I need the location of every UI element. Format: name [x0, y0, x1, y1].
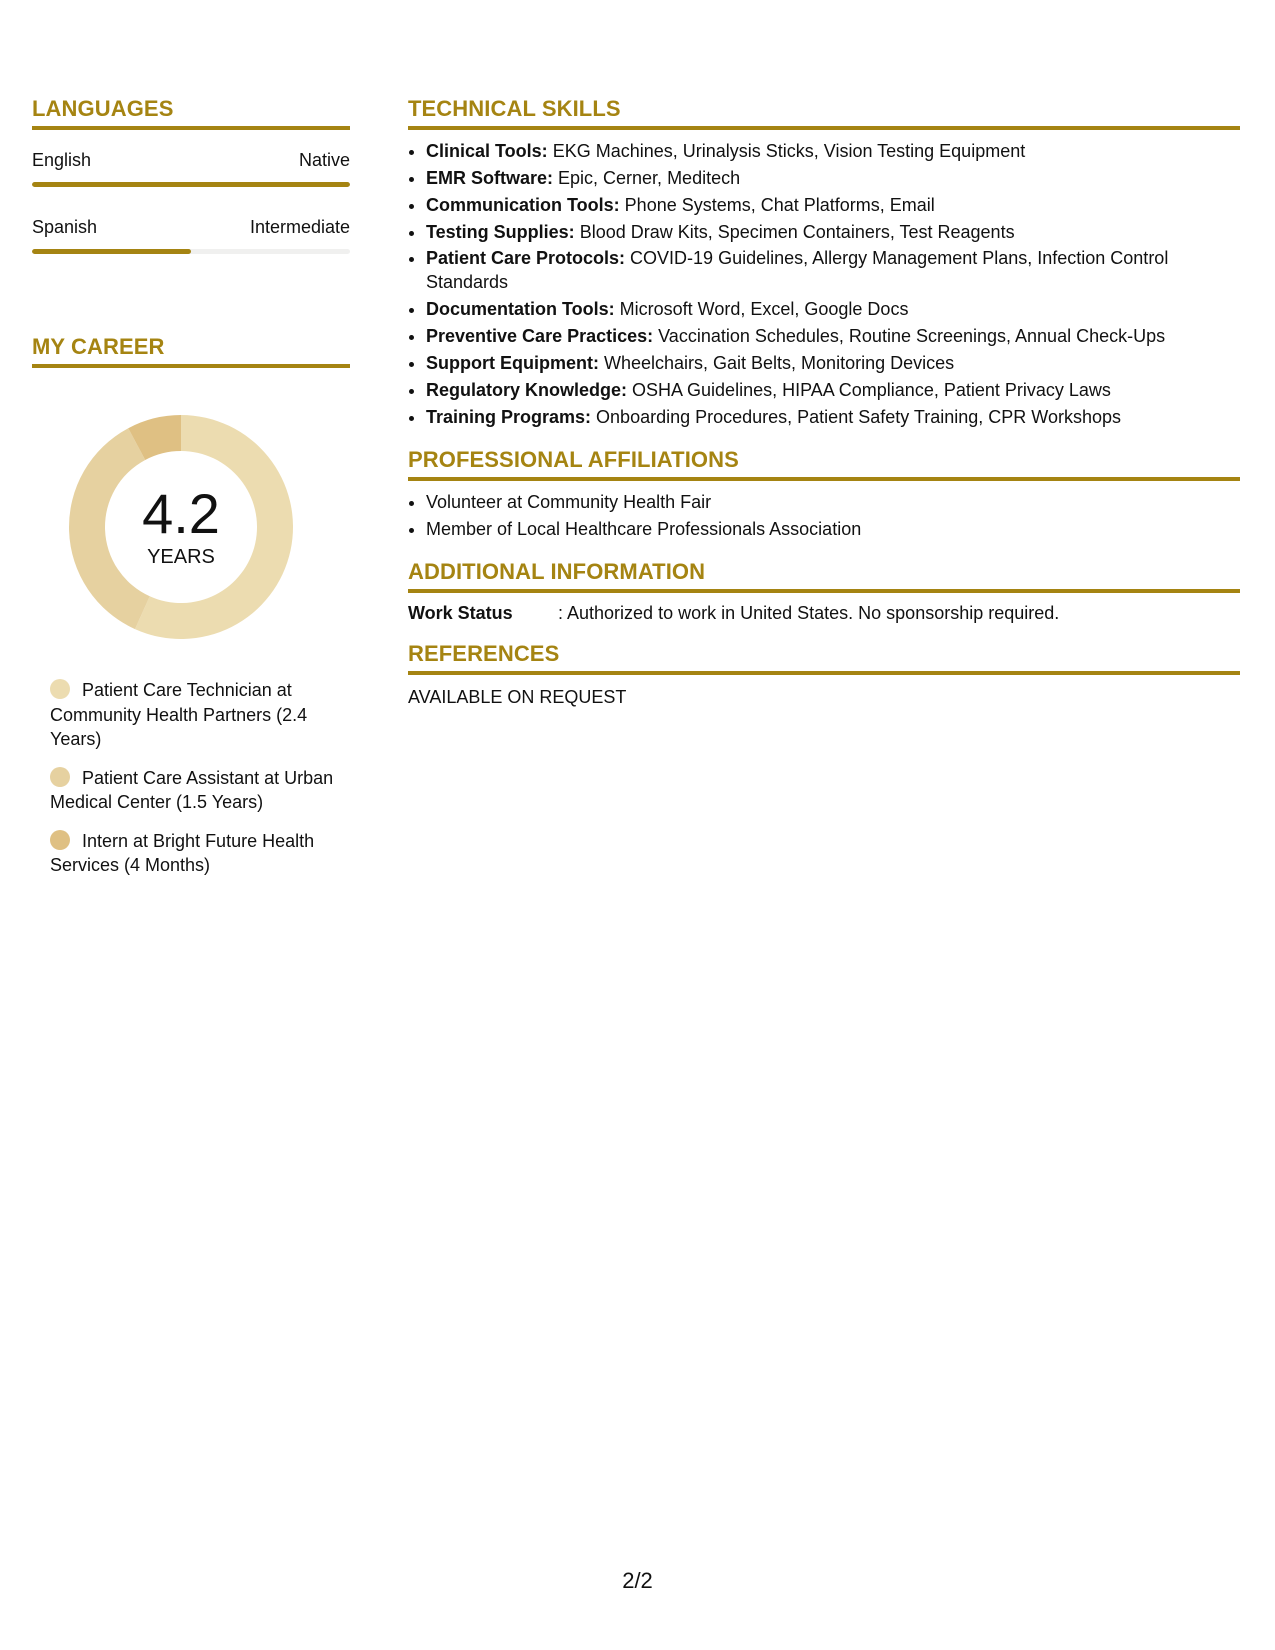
affiliations-heading: PROFESSIONAL AFFILIATIONS: [408, 445, 1240, 481]
language-proficiency-bar: [32, 182, 350, 187]
technical-skills-heading: TECHNICAL SKILLS: [408, 94, 1240, 130]
legend-dot-icon: [50, 767, 70, 787]
work-status-label: Work Status: [408, 603, 513, 623]
donut-center: [66, 412, 296, 642]
career-legend-item: [50, 829, 340, 878]
language-proficiency-bar: [32, 249, 350, 254]
skill-item: [426, 296, 1240, 323]
work-status-value: : Authorized to work in United States. No sponsorship required.: [558, 603, 1060, 623]
references-heading: REFERENCES: [408, 639, 1240, 675]
references-text: AVAILABLE ON REQUEST: [408, 687, 627, 707]
skill-value: Microsoft Word, Excel, Google Docs: [614, 299, 909, 319]
skill-item: [426, 377, 1240, 404]
career-role-text: Intern at Bright Future Health Services (4 Months): [50, 830, 315, 875]
language-row: [32, 215, 350, 239]
affiliation-item: • Volunteer at Community Health Fair: [426, 489, 1240, 516]
skill-value: OSHA Guidelines, HIPAA Compliance, Patient Privacy Laws: [627, 380, 1111, 400]
skill-item: [426, 138, 1240, 165]
language-item: [32, 215, 350, 254]
career-total-value: 4.2: [142, 482, 220, 545]
language-proficiency-fill: [32, 249, 191, 254]
work-status-row: [408, 601, 1240, 625]
skill-label: Training Programs:: [426, 407, 592, 427]
career-heading: MY CAREER: [32, 332, 350, 368]
career-total-unit: YEARS: [147, 546, 215, 568]
legend-dot-icon: [50, 830, 70, 850]
skill-value: Phone Systems, Chat Platforms, Email: [619, 195, 935, 215]
language-level: Intermediate: [249, 217, 350, 237]
languages-section: [32, 94, 350, 254]
skill-item: [426, 246, 1240, 294]
skill-value: Wheelchairs, Gait Belts, Monitoring Devices: [598, 353, 955, 373]
skill-value: Vaccination Schedules, Routine Screenings, Annual Check-Ups: [653, 326, 1166, 346]
legend-dot-icon: [50, 679, 70, 699]
skill-item: [426, 323, 1240, 350]
references-section: [408, 639, 1240, 709]
skill-value: Blood Draw Kits, Specimen Containers, Test Reagents: [574, 222, 1015, 242]
career-donut-chart: [66, 412, 296, 642]
skill-item: [426, 219, 1240, 246]
skill-label: Testing Supplies:: [426, 222, 575, 242]
language-row: [32, 148, 350, 172]
skill-item: [426, 404, 1240, 431]
skill-item: [426, 192, 1240, 219]
skill-value: Onboarding Procedures, Patient Safety Training, CPR Workshops: [591, 407, 1121, 427]
career-role-text: Patient Care Technician at Community Health Partners (2.4 Years): [50, 680, 308, 749]
affiliation-item: • Member of Local Healthcare Professionals Association: [426, 516, 1240, 543]
technical-skills-section: [408, 94, 1240, 431]
language-level: Native: [298, 150, 350, 170]
skill-value: EKG Machines, Urinalysis Sticks, Vision Testing Equipment: [547, 141, 1026, 161]
career-role-text: Patient Care Assistant at Urban Medical Center (1.5 Years): [50, 767, 334, 812]
skill-label: Preventive Care Practices:: [426, 326, 654, 346]
affiliations-list: [408, 489, 1240, 543]
left-column: [32, 94, 350, 892]
skill-label: Regulatory Knowledge:: [426, 380, 628, 400]
right-column: [408, 94, 1240, 709]
skill-value: Epic, Cerner, Meditech: [553, 168, 741, 188]
skill-label: Patient Care Protocols:: [426, 248, 626, 268]
language-name: Spanish: [32, 217, 98, 237]
page-number: 2/2: [622, 1568, 653, 1593]
skill-label: Communication Tools:: [426, 195, 620, 215]
career-legend-item: [50, 766, 340, 815]
language-name: English: [32, 150, 92, 170]
language-proficiency-fill: [32, 182, 350, 187]
skill-item: [426, 350, 1240, 377]
skill-label: EMR Software:: [426, 168, 554, 188]
skill-value: COVID-19 Guidelines, Allergy Management Plans, Infection Control Standards: [426, 248, 1169, 292]
additional-info-heading: ADDITIONAL INFORMATION: [408, 557, 1240, 593]
skill-item: [426, 165, 1240, 192]
skill-label: Clinical Tools:: [426, 141, 548, 161]
career-section: [32, 332, 350, 878]
languages-heading: LANGUAGES: [32, 94, 350, 130]
language-item: [32, 148, 350, 187]
skill-label: Documentation Tools:: [426, 299, 615, 319]
career-legend-item: [50, 678, 340, 752]
career-legend: [50, 678, 340, 878]
technical-skills-list: [408, 138, 1240, 431]
affiliations-section: [408, 445, 1240, 543]
additional-info-section: [408, 557, 1240, 625]
skill-label: Support Equipment:: [426, 353, 599, 373]
